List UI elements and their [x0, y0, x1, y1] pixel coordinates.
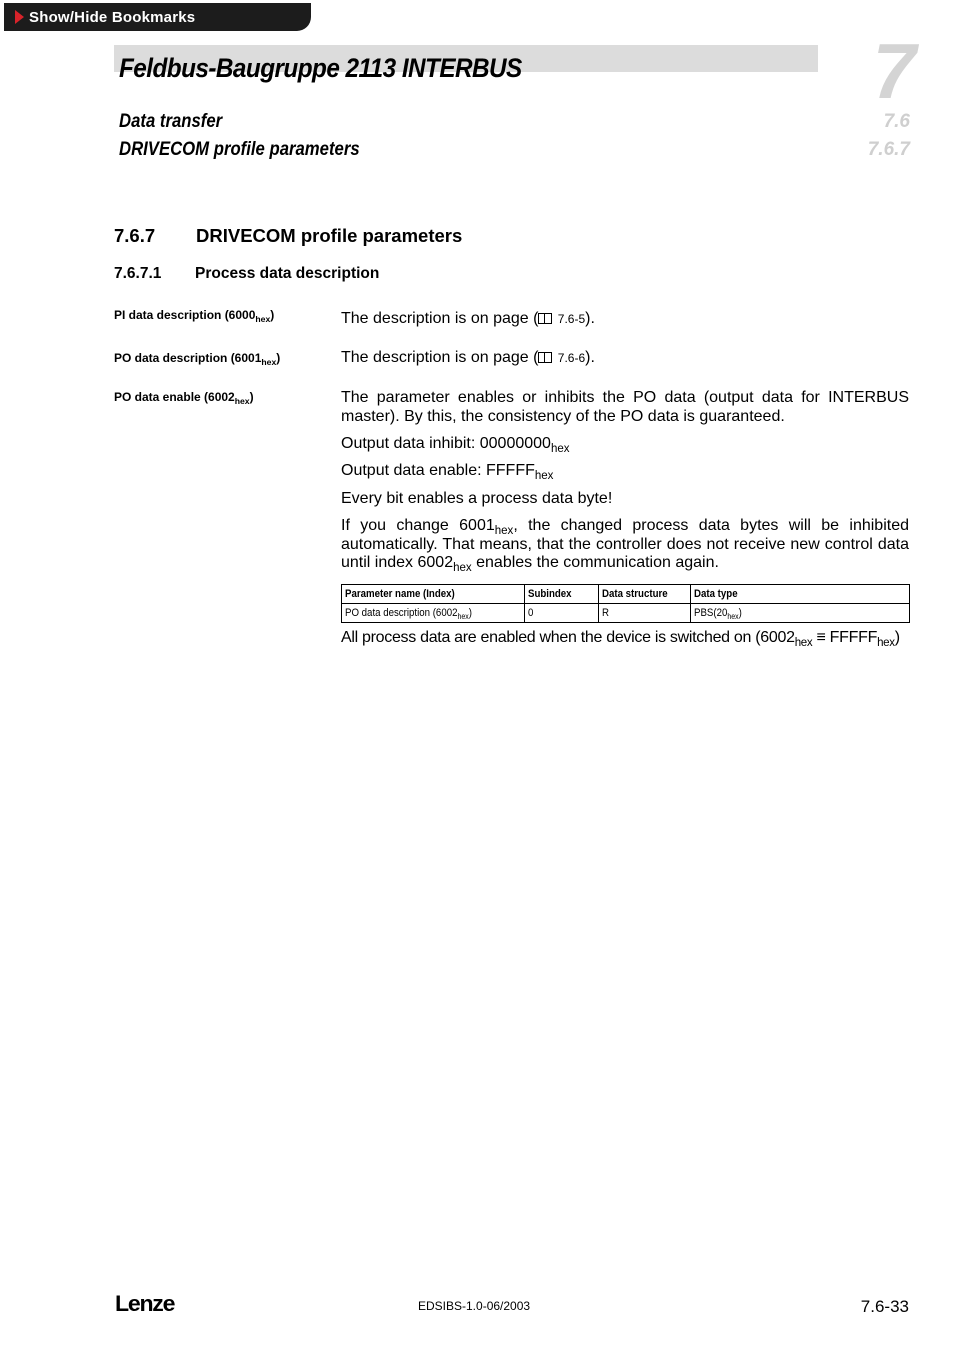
change-warning-paragraph: If you change $6001_{hex}$, the changed process data bytes will be inhibited automatically. That means, that the controller does not receive new control data until index $6002_{hex}$ enables the communication again. [341, 517, 910, 575]
output-inhibit-text: Output data inhibit: $00000000_{hex}$ [341, 435, 570, 456]
po-data-enable-label: PO data enable $(6002_{hex})$ [114, 390, 254, 407]
table-header-row [342, 585, 910, 604]
subsection-title: Process data description [195, 265, 380, 282]
output-enable-text: Output data enable: $FFFFF_{hex}$ [341, 462, 554, 483]
pi-description-text: The description is on page ( 7.6-5). [341, 310, 595, 327]
section-number: 7.6.7 [114, 225, 156, 246]
section-heading [114, 225, 462, 247]
every-bit-text: Every bit enables a process data byte! [341, 490, 613, 507]
page-reference-link[interactable]: 7.6-5 [538, 312, 585, 326]
header-subindex: Subindex [525, 585, 599, 604]
cell-data-type: $PBS(20_{hex})$ [691, 604, 910, 623]
book-icon [538, 352, 552, 363]
triangle-right-icon [15, 10, 24, 24]
page-reference-link[interactable]: 7.6-6 [538, 351, 585, 365]
section-title: DRIVECOM profile parameters [196, 225, 463, 246]
show-hide-bookmarks-button[interactable] [4, 3, 311, 31]
header-data-structure: Data structure [599, 585, 691, 604]
subsection-heading [114, 265, 379, 283]
chapter-number: 7 [872, 27, 916, 115]
table-row [342, 604, 910, 623]
cell-subindex: 0 [525, 604, 599, 623]
header-subsection-number: 7.6.7 [867, 139, 910, 160]
po-data-description-label: PO data description $(6001_{hex})$ [114, 351, 281, 368]
pi-data-description-label: PI data description $(6000_{hex})$ [114, 308, 275, 325]
lenze-logo: Lenze [115, 1291, 175, 1316]
header-data-type: Data type [691, 585, 910, 604]
header-subtitle-drivecom: DRIVECOM profile parameters [119, 139, 360, 160]
header-parameter-name: Parameter name (Index) [342, 585, 525, 604]
document-code: EDSIBS-1.0-06/2003 [418, 1299, 531, 1313]
page-number: 7.6-33 [860, 1297, 909, 1316]
header-subtitle-data-transfer: Data transfer [119, 111, 223, 132]
book-icon [538, 313, 552, 324]
document-title: Feldbus-Baugruppe 2113 INTERBUS [119, 53, 522, 83]
bookmarks-button-label: Show/Hide Bookmarks [29, 8, 196, 26]
subsection-number: 7.6.7.1 [114, 265, 162, 282]
closing-note: All process data are enabled when the device is switched on ($6002_{hex}$ ≡ $FFFFF_{hex}$) [341, 629, 900, 650]
parameter-table [341, 584, 910, 623]
cell-parameter-name: PO data description $(6002_{hex})$ [342, 604, 525, 623]
po-description-text: The description is on page ( 7.6-6). [341, 349, 595, 366]
cell-data-structure: R [599, 604, 691, 623]
header-section-number: 7.6 [883, 111, 910, 132]
po-enable-paragraph: The parameter enables or inhibits the PO data (output data for INTERBUS master). By this, the consistency of the PO data is guaranteed. [341, 389, 909, 425]
